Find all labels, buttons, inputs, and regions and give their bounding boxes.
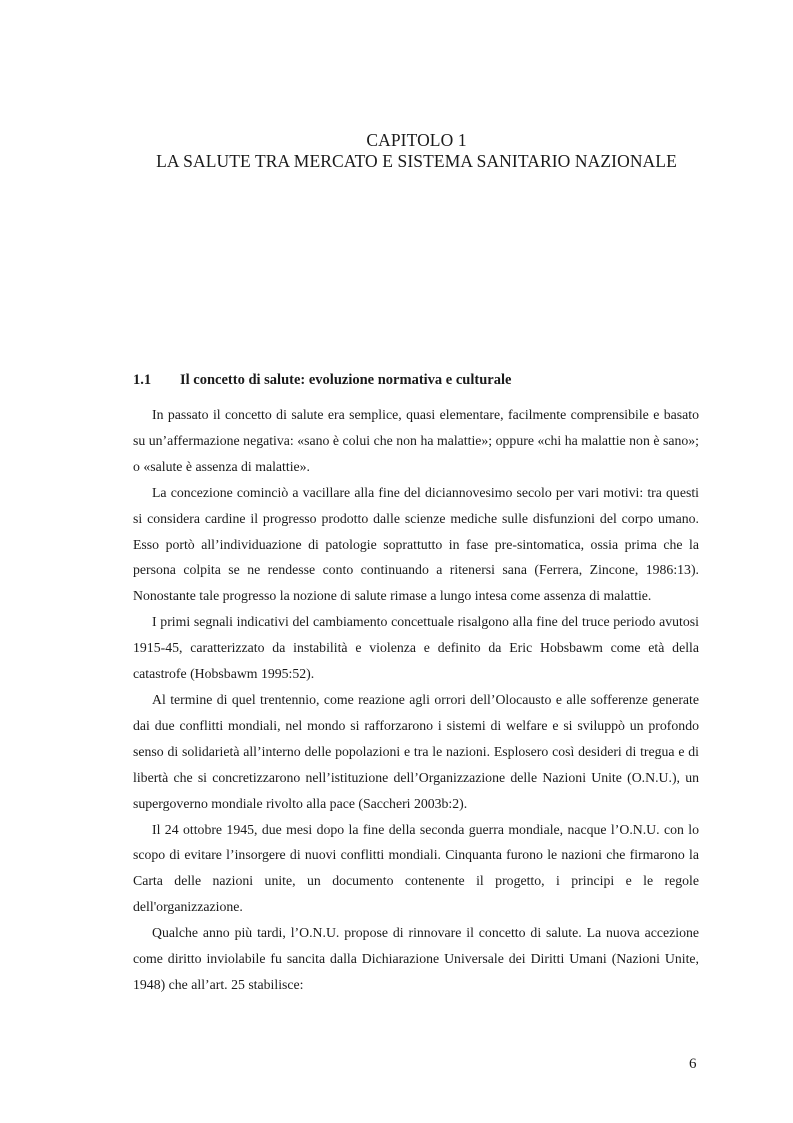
paragraph: Al termine di quel trentennio, come reazione agli orrori dell’Olocausto e alle sofferenze generate dai due conflitti mondiali, nel mondo si rafforzarono i sistemi di welfare e si sviluppò un profondo senso di solidarietà all’interno delle popolazioni e tra le nazioni. Esplosero così desideri di tregua e di libertà che si concretizzarono nell’istituzione dell’Organizzazione delle Nazioni Unite (O.N.U.), un supergoverno mondiale rivolto alla pace (Saccheri 2003b:2).: [133, 691, 699, 811]
paragraph: La concezione cominciò a vacillare alla fine del diciannovesimo secolo per vari motivi: tra questi si considera cardine il progresso prodotto dalle scienze mediche sulle disfunzioni del corpo umano. Esso portò all’individuazione di patologie soprattutto in fase pre-sintomatica, ossia prima che la persona colpita se ne rendesse conto continuando a ritenersi sana (Ferrera, Zincone, 1986:13). Nonostante tale progresso la nozione di salute rimase a lungo intesa come assenza di malattie.: [133, 484, 699, 604]
paragraph: I primi segnali indicativi del cambiamento concettuale risalgono alla fine del truce periodo avutosi 1915-45, caratterizzato da instabilità e violenza e definito da Eric Hobsbawm come età della catastrofe (Hobsbawm 1995:52).: [133, 614, 699, 682]
body-text: [133, 402, 699, 998]
section-number: 1.1: [133, 372, 152, 388]
paragraph: In passato il concetto di salute era semplice, quasi elementare, facilmente comprensibile e basato su un’affermazione negativa: «sano è colui che non ha malattie»; oppure «chi ha malattie non è sano»; o «salute è assenza di malattie».: [133, 407, 699, 474]
section-title: Il concetto di salute: evoluzione normativa e culturale: [180, 372, 512, 388]
paragraph: Il 24 ottobre 1945, due mesi dopo la fine della seconda guerra mondiale, nacque l’O.N.U. con lo scopo di evitare l’insorgere di nuovi conflitti mondiali. Cinquanta furono le nazioni che firmarono la Carta delle nazioni unite, un documento contenente il progetto, i principi e le regole dell'organizzazione.: [133, 821, 699, 915]
section-heading: [133, 372, 511, 389]
page-number: 6: [689, 1056, 697, 1072]
chapter-title: LA SALUTE TRA MERCATO E SISTEMA SANITARIO NAZIONALE: [156, 151, 677, 171]
paragraph: Qualche anno più tardi, l’O.N.U. propose di rinnovare il concetto di salute. La nuova accezione come diritto inviolabile fu sancita dalla Dichiarazione Universale dei Diritti Umani (Nazioni Unite, 1948) che all’art. 25 stabilisce:: [133, 925, 699, 992]
chapter-label: CAPITOLO 1: [366, 130, 467, 150]
chapter-heading: [0, 130, 793, 172]
